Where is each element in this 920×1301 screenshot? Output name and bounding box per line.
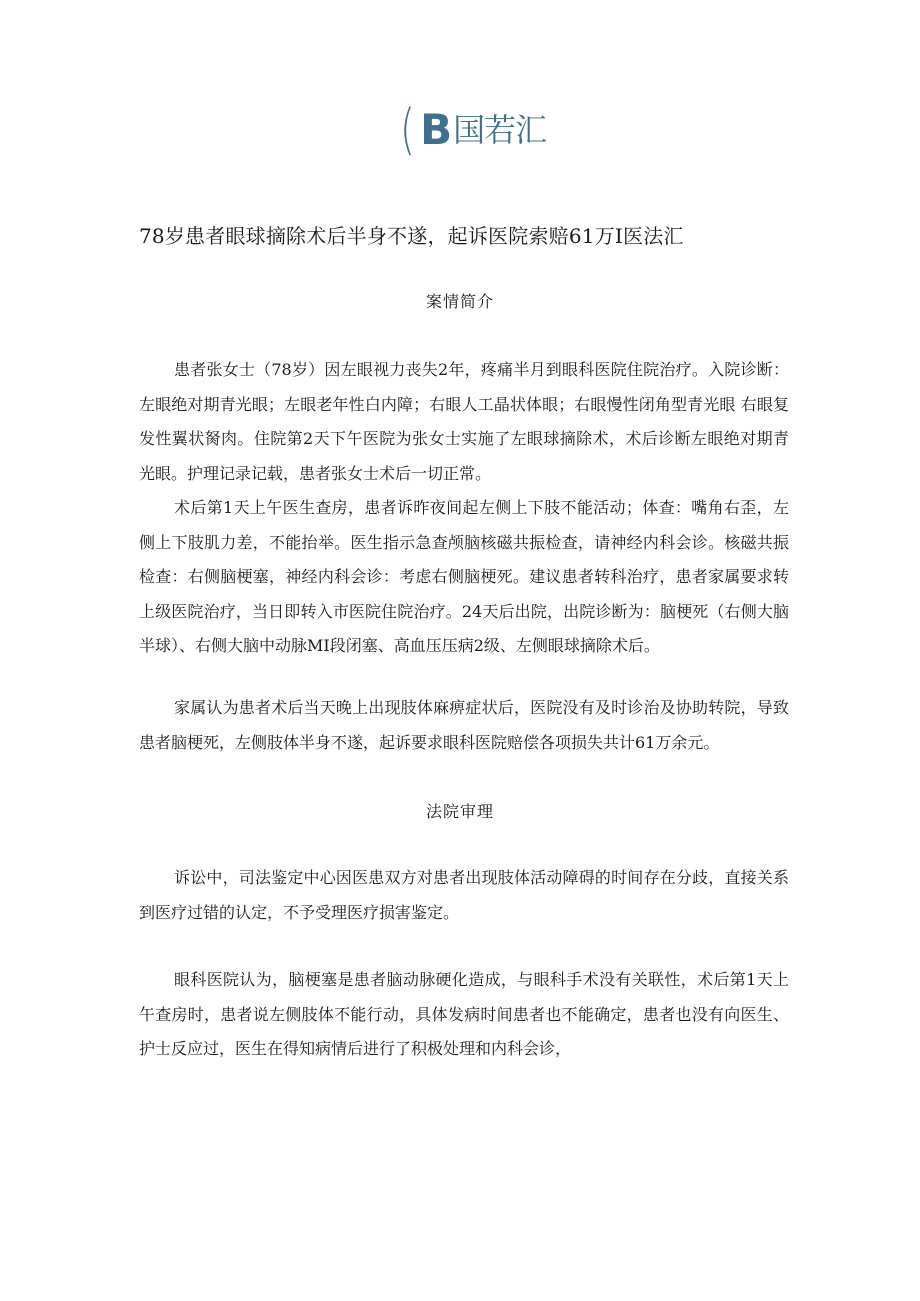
- paragraph-appraisal: 诉讼中，司法鉴定中心因医患双方对患者出现肢体活动障碍的时间存在分歧，直接关系到医疗过错的认定，不予受理医疗损害鉴定。: [139, 868, 789, 922]
- section-heading-court-review: 法院审理: [425, 802, 494, 821]
- paragraph-family-claim: 家属认为患者术后当天晚上出现肢体麻痹症状后，医院没有及时诊治及协助转院，导致患者脑梗死，左侧肢体半身不遂，起诉要求眼科医院赔偿各项损失共计61万余元。: [139, 698, 789, 752]
- section-heading-case-summary: 案情简介: [425, 292, 494, 311]
- paragraph-post-op: 术后第1天上午医生查房，患者诉昨夜间起左侧上下肢不能活动；体查：嘴角右歪，左侧上下肢肌力差，不能抬举。医生指示急查颅脑核磁共振检查，请神经内科会诊。核磁共振检查：右侧脑梗塞，神经内科会诊：考虑右侧脑梗死。建议患者转科治疗，患者家属要求转上级医院治疗，当日即转入市医院住院治疗。24天后出院，出院诊断为：脑梗死（右侧大脑半球）、右侧大脑中动脉MI段闭塞、高血压压病2级、左侧眼球摘除术后。: [139, 498, 789, 655]
- paragraph-hospital-defense: 眼科医院认为，脑梗塞是患者脑动脉硬化造成，与眼科手术没有关联性，术后第1天上午查房时，患者说左侧肢体不能行动，具体发病时间患者也不能确定，患者也没有向医生、护士反应过，医生在得知病情后进行了积极处理和内科会诊，: [139, 970, 789, 1058]
- logo-letter: B: [420, 105, 453, 154]
- logo-paren: (: [400, 98, 415, 161]
- article-title: 78岁患者眼球摘除术后半身不遂，起诉医院索赔61万I医法汇: [139, 224, 684, 248]
- logo-text: 国若汇: [453, 111, 547, 149]
- paragraph-case-intro: 患者张女士（78岁）因左眼视力丧失2年，疼痛半月到眼科医院住院治疗。入院诊断：左眼绝对期青光眼；左眼老年性白内障；右眼人工晶状体眼；右眼慢性闭角型青光眼 右眼复发性翼状胬肉。住院第2天下午医院为张女士实施了左眼球摘除术，术后诊断左眼绝对期青光眼。护理记录记载，患者张女士术后一切正常。: [139, 360, 789, 483]
- site-logo: [397, 100, 546, 160]
